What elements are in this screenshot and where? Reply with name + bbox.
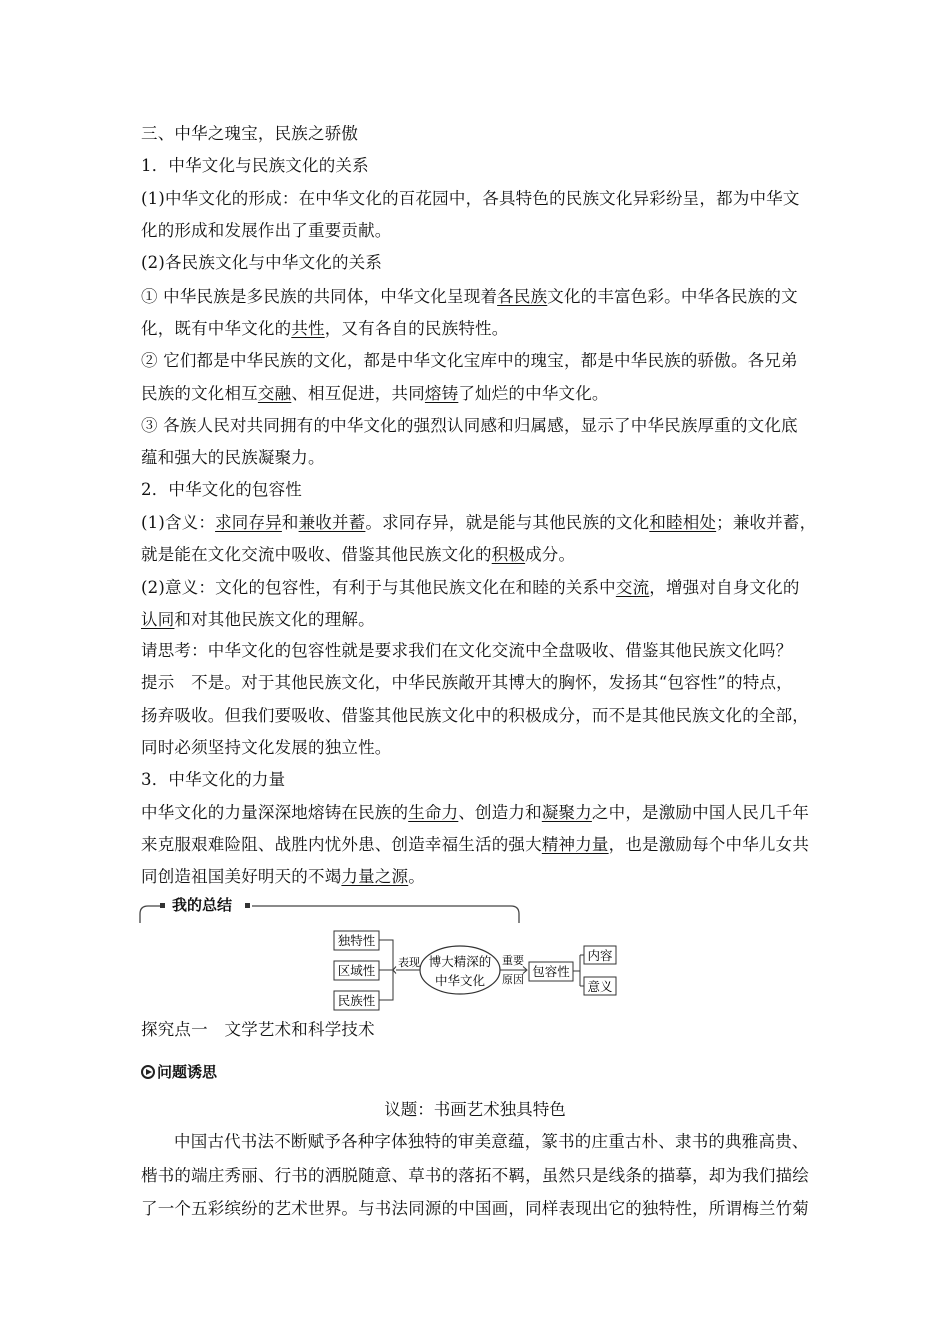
text-segment: 之中，是激励中国人民几千年: [591, 803, 810, 822]
underlined-term: 积极: [491, 545, 526, 564]
underlined-term: 精神力量: [541, 835, 609, 854]
arrow-left-label: 表现: [398, 956, 420, 969]
text-segment: (2)意义：文化的包容性，有利于与其他民族文化在和睦的关系中: [141, 578, 616, 597]
left-box-3-label: 民族性: [337, 993, 376, 1008]
underlined-term: 交流: [615, 578, 650, 597]
explore-title: 探究点一 文学艺术和科学技术: [141, 1020, 375, 1039]
underlined-term: 交融: [257, 384, 292, 403]
text-segment: 3．中华文化的力量: [141, 770, 286, 789]
text-segment: 。求同存异，就是能与其他民族的文化: [365, 513, 650, 532]
play-circle-icon: [141, 1065, 155, 1079]
text-segment: 成分。: [525, 545, 576, 564]
text-segment: 。: [408, 867, 425, 886]
underlined-term: 认同: [141, 610, 175, 629]
text-segment: 中华文化的力量深深地熔铸在民族的: [141, 803, 409, 822]
text-segment: 2．中华文化的包容性: [141, 480, 302, 499]
arrow-right-label-1: 重要: [502, 954, 524, 967]
left-box-1-label: 独特性: [337, 933, 376, 948]
final-line-1: 中国古代书法不断赋予各种字体独特的审美意蕴，篆书的庄重古朴、隶书的典雅高贵、: [174, 1132, 809, 1151]
underlined-term: 共性: [291, 319, 325, 338]
text-segment: 扬弃吸收。但我们要吸收、借鉴其他民族文化中的积极成分，而不是其他民族文化的全部，: [141, 706, 809, 725]
mid-box-label: 包容性: [532, 964, 570, 979]
underlined-term: 和睦相处: [649, 513, 717, 532]
question-heading-label: 问题诱思: [157, 1063, 218, 1081]
left-box-1: [334, 931, 379, 950]
underlined-term: 熔铸: [424, 384, 459, 403]
text-segment: ，也是激励每个中华儿女共: [608, 835, 810, 854]
text-segment: 就是能在文化交流中吸收、借鉴其他民族文化的: [141, 545, 492, 564]
text-segment: ② 它们都是中华民族的文化，都是中华文化宝库中的瑰宝，都是中华民族的骄傲。各兄弟: [141, 351, 798, 370]
text-segment: 化的形成和发展作出了重要贡献。: [141, 221, 392, 240]
text-segment: 蕴和强大的民族凝聚力。: [141, 448, 325, 467]
final-line-3: 了一个五彩缤纷的艺术世界。与书法同源的中国画，同样表现出它的独特性，所谓梅兰竹菊: [141, 1199, 809, 1218]
text-segment: 同创造祖国美好明天的不竭: [141, 867, 342, 886]
question-heading: [141, 1062, 217, 1082]
text-segment: ，增强对自身文化的: [649, 578, 800, 597]
text-segment: 和: [281, 513, 299, 532]
text-segment: 来克服艰难险阻、战胜内忧外患、创造幸福生活的强大: [141, 835, 542, 854]
text-segment: 请思考：中华文化的包容性就是要求我们在文化交流中全盘吸收、借鉴其他民族文化吗？: [141, 641, 793, 660]
text-segment: 、相互促进，共同: [291, 384, 425, 403]
text-segment: 文化的丰富色彩。中华各民族的文: [547, 287, 798, 306]
text-segment: (1)中华文化的形成：在中华文化的百花园中，各具特色的民族文化异彩纷呈，都为中华文: [141, 189, 800, 208]
left-box-3: [334, 991, 379, 1010]
left-bracket: [379, 940, 393, 1000]
underlined-term: 生命力: [408, 803, 459, 822]
underlined-term: 求同存异: [215, 513, 282, 532]
final-line-2: 楷书的端庄秀丽、行书的洒脱随意、草书的落拓不羁，虽然只是线条的描摹，却为我们描绘: [141, 1166, 809, 1185]
text-segment: (1)含义：: [141, 513, 216, 532]
right-bracket: [573, 955, 584, 986]
text-segment: ，又有各自的民族特性。: [324, 319, 509, 338]
right-box-1-label: 内容: [587, 948, 613, 963]
text-segment: 1．中华文化与民族文化的关系: [141, 156, 369, 175]
topic-title: 议题：书画艺术独具特色: [384, 1100, 566, 1119]
underlined-term: 凝聚力: [541, 803, 592, 822]
text-segment: ；兼收并蓄，: [716, 513, 817, 532]
text-segment: 同时必须坚持文化发展的独立性。: [141, 738, 392, 757]
text-segment: 提示 不是。对于其他民族文化，中华民族敞开其博大的胸怀，发扬其“包容性”的特点，: [141, 673, 793, 692]
left-box-2: [334, 961, 379, 980]
text-segment: ③ 各族人民对共同拥有的中华文化的强烈认同感和归属感，显示了中华民族厚重的文化底: [141, 416, 798, 435]
underlined-term: 兼收并蓄: [298, 513, 366, 532]
summary-title: 我的总结: [172, 896, 233, 914]
text-segment: ① 中华民族是多民族的共同体，中华文化呈现着: [141, 287, 498, 306]
center-label-2: 中华文化: [434, 973, 486, 988]
arrow-right-label-2: 原因: [502, 973, 524, 986]
text-segment: 和对其他民族文化的理解。: [174, 610, 375, 629]
text-segment: 化，既有中华文化的: [141, 319, 292, 338]
text-segment: 三、中华之瑰宝，民族之骄傲: [141, 124, 359, 143]
center-label-1: 博大精深的: [428, 954, 492, 969]
text-segment: 、创造力和: [458, 803, 542, 822]
underlined-term: 力量之源: [341, 867, 409, 886]
left-box-2-label: 区域性: [337, 963, 376, 978]
text-segment: 了灿烂的中华文化。: [458, 384, 609, 403]
right-box-2-label: 意义: [587, 979, 613, 994]
text-segment: (2)各民族文化与中华文化的关系: [141, 253, 383, 272]
underlined-term: 各民族: [497, 287, 548, 306]
text-segment: 民族的文化相互: [141, 384, 258, 403]
